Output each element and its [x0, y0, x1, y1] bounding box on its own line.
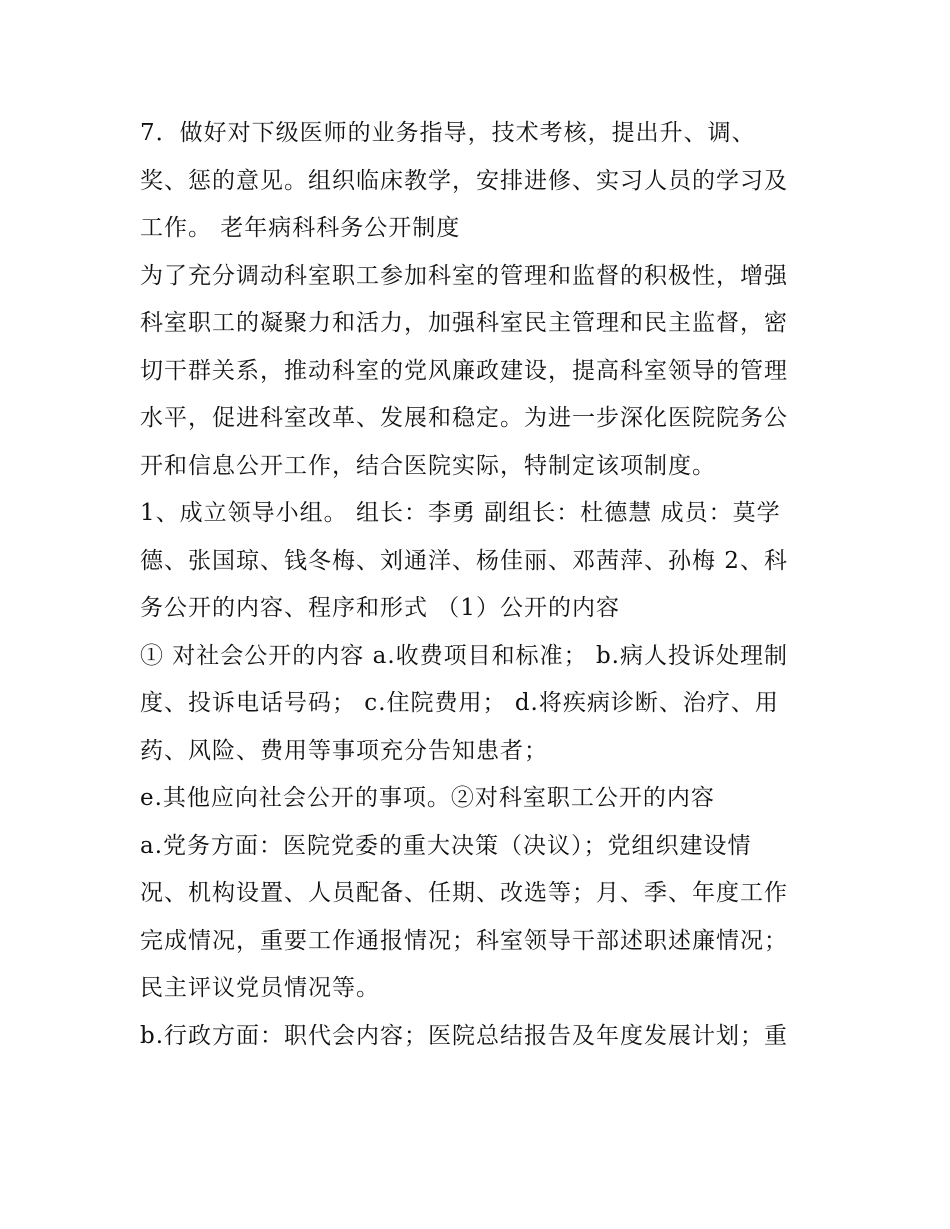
text-line: 科室职工的凝聚力和活力，加强科室民主管理和民主监督，密	[140, 310, 788, 336]
text-line: 切干群关系，推动科室的党风廉政建设，提高科室领导的管理	[140, 357, 788, 384]
document-body	[140, 110, 830, 1060]
text-line: 工作。 老年病科科务公开制度	[140, 215, 461, 241]
text-line: 7．做好对下级医师的业务指导，技术考核，提出升、调、	[140, 120, 756, 146]
text-line: 度、投诉电话号码； c.住院费用； d.将疾病诊断、治疗、用	[140, 690, 779, 716]
text-line: 务公开的内容、程序和形式 （1）公开的内容	[140, 595, 620, 621]
text-line: b.行政方面：职代会内容；医院总结报告及年度发展计划；重	[140, 1022, 789, 1049]
text-line: 奖、惩的意见。组织临床教学，安排进修、实习人员的学习及	[140, 167, 788, 194]
text-line: 开和信息公开工作，结合医院实际，特制定该项制度。	[140, 452, 716, 479]
text-line: a.党务方面：医院党委的重大决策（决议）；党组织建设情	[140, 832, 752, 859]
text-line: 德、张国琼、钱冬梅、刘通洋、杨佳丽、邓茜萍、孙梅 2、科	[140, 547, 788, 574]
text-line: e.其他应向社会公开的事项。②对科室职工公开的内容	[140, 785, 715, 811]
text-line: 药、风险、费用等事项充分告知患者；	[140, 737, 548, 764]
text-line: ① 对社会公开的内容 a.收费项目和标准； b.病人投诉处理制	[140, 642, 788, 669]
text-line: 完成情况，重要工作通报情况；科室领导干部述职述廉情况；	[140, 927, 788, 954]
text-line: 水平，促进科室改革、发展和稳定。为进一步深化医院院务公	[140, 405, 788, 431]
text-line: 民主评议党员情况等。	[140, 975, 380, 1001]
text-line: 况、机构设置、人员配备、任期、改选等；月、季、年度工作	[140, 880, 788, 906]
text-line: 1、成立领导小组。 组长：李勇 副组长：杜德慧 成员：莫学	[140, 500, 781, 526]
text-line: 为了充分调动科室职工参加科室的管理和监督的积极性，增强	[140, 262, 788, 289]
